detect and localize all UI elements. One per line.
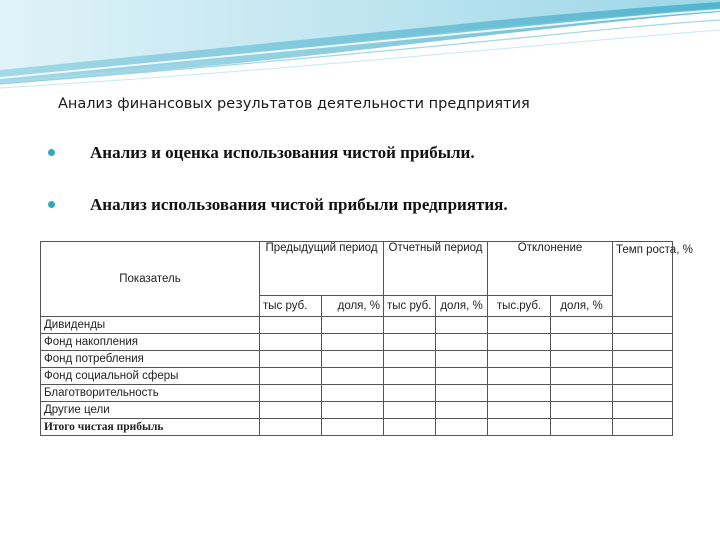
table-row: [41, 334, 673, 351]
row-label: Благотворительность: [41, 385, 260, 402]
subheader-dev-share: доля, %: [551, 296, 613, 317]
table-row: [41, 351, 673, 368]
slide-title: Анализ финансовых результатов деятельности предприятия: [58, 96, 530, 112]
row-label: Другие цели: [41, 402, 260, 419]
header-previous-period: Предыдущий период: [260, 242, 384, 296]
header-deviation: Отклонение: [488, 242, 613, 296]
row-label: Фонд социальной сферы: [41, 368, 260, 385]
row-label: Дивиденды: [41, 317, 260, 334]
bullet-text: Анализ использования чистой прибыли предприятия.: [90, 195, 508, 214]
header-reporting-period: Отчетный период: [384, 242, 488, 296]
decorative-wave-banner: [0, 0, 720, 100]
net-profit-analysis-table: [40, 241, 693, 436]
bullet-dot-icon: [48, 201, 55, 208]
table-row: [41, 317, 673, 334]
row-label: Фонд потребления: [41, 351, 260, 368]
subheader-prev-thousand: тыс руб.: [260, 296, 322, 317]
header-indicator: Показатель: [41, 242, 260, 317]
subheader-prev-share: доля, %: [322, 296, 384, 317]
table-row: [41, 385, 673, 402]
table-row: [41, 368, 673, 385]
total-label: Итого чистая прибыль: [41, 419, 260, 436]
bullet-text: Анализ и оценка использования чистой прибыли.: [90, 143, 475, 162]
row-label: Фонд накопления: [41, 334, 260, 351]
bullet-dot-icon: [48, 149, 55, 156]
table-row: [41, 402, 673, 419]
subheader-rep-thousand: тыс руб.: [384, 296, 436, 317]
subheader-dev-thousand: тыс.руб.: [488, 296, 551, 317]
table-total-row: [41, 419, 673, 436]
subheader-rep-share: доля, %: [436, 296, 488, 317]
header-growth-rate: Темп роста, %: [613, 242, 673, 317]
